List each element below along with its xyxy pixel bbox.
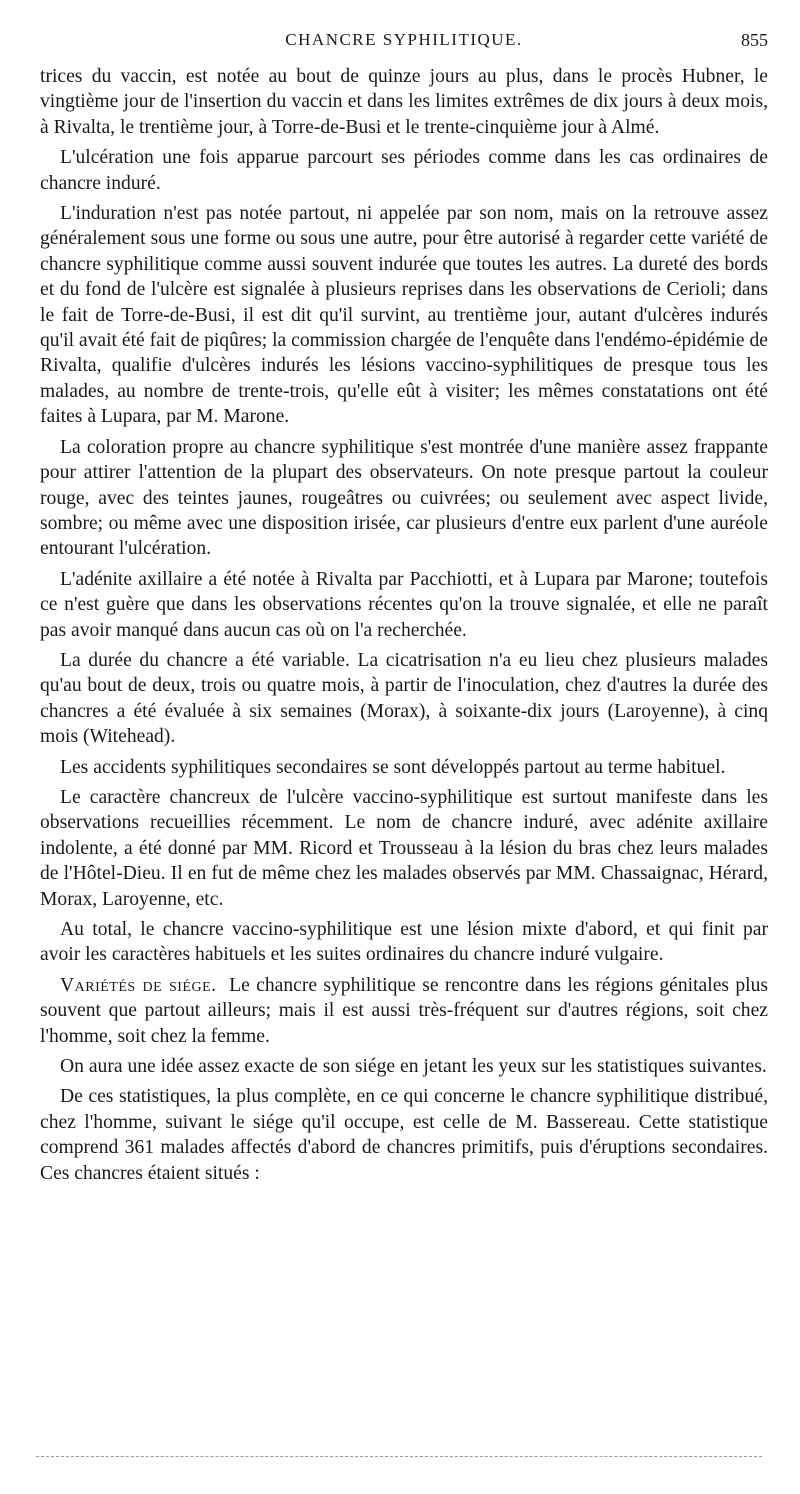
section-text: Le chancre syphilitique se rencontre dans les régions génitales plus souvent que partout ailleurs; mais il est aussi très-fréquent sur d'autres régions, soit chez l'homme, soit chez la femme. xyxy=(40,974,768,1047)
page-number: 855 xyxy=(741,30,768,50)
paragraph: La coloration propre au chancre syphilitique s'est montrée d'une manière assez frappante pour attirer l'attention de la plupart des observateurs. On note presque partout la couleur rouge, avec des teintes jaunes, rougeâtres ou cuivrées; ou seulement avec aspect livide, sombre; ou même avec une disposition irisée, car plusieurs d'entre eux parlent d'une auréole entourant l'ulcération. xyxy=(40,436,768,560)
section-paragraph xyxy=(40,973,768,1049)
paragraph: L'adénite axillaire a été notée à Rivalta par Pacchiotti, et à Lupara par Marone; toutefois ce n'est guère que dans les observations récentes qu'on la trouve signalée, et elle ne paraît pas avoir manqué dans aucun cas où on l'a recherchée. xyxy=(40,568,768,641)
footer-dotted-rule xyxy=(36,1456,762,1457)
paragraph: Au total, le chancre vaccino-syphilitique est une lésion mixte d'abord, et qui finit par avoir les caractères habituels et les suites ordinaires du chancre induré vulgaire. xyxy=(40,919,768,966)
paragraph: Les accidents syphilitiques secondaires se sont développés partout au terme habituel. xyxy=(60,756,726,778)
paragraph: L'induration n'est pas notée partout, ni appelée par son nom, mais on la retrouve assez généralement sous une forme ou sous une autre, pour être autorisé à regarder cette variété de chancre syphilitique comme aussi souvent indurée que toutes les autres. La dureté des bords et du fond de l'ulcère est signalée à plusieurs reprises dans les observations de Cerioli; dans le fait de Torre-de-Busi, il est dit qu'il survint, au trentième jour, autant d'ulcères indurés qu'il avait été fait de piqûres; la commission chargée de l'enquête dans l'endémo-épidémie de Rivalta, qualifie d'ulcères indurés les lésions vaccino-syphilitiques de presque tous les malades, au nombre de trente-trois, qu'elle eût à visiter; les mêmes constatations ont été faites à Lupara, par M. Marone. xyxy=(40,203,768,428)
page-header xyxy=(40,28,768,56)
paragraph: De ces statistiques, la plus complète, en ce qui concerne le chancre syphilitique distribué, chez l'homme, suivant le siége qu'il occupe, est celle de M. Bassereau. Cette statistique comprend 361 malades affectés d'abord de chancres primitifs, puis d'éruptions secondaires. Ces chancres étaient situés : xyxy=(40,1086,768,1184)
paragraph: trices du vaccin, est notée au bout de quinze jours au plus, dans le procès Hubner, le vingtième jour de l'insertion du vaccin et dans les limites extrêmes de dix jours à deux mois, à Rivalta, le trentième jour, à Torre-de-Busi et le trente-cinquième jour à Almé. xyxy=(40,66,768,138)
paragraph: On aura une idée assez exacte de son siége en jetant les yeux sur les statistiques suivantes. xyxy=(60,1056,767,1078)
paragraph: La durée du chancre a été variable. La cicatrisation n'a eu lieu chez plusieurs malades qu'au bout de deux, trois ou quatre mois, à partir de l'inoculation, chez d'autres la durée des chancres a été évaluée à six semaines (Morax), à soixante-dix jours (Laroyenne), à cinq mois (Witehead). xyxy=(40,649,768,748)
running-title: CHANCRE SYPHILITIQUE. xyxy=(285,30,523,49)
paragraph: L'ulcération une fois apparue parcourt ses périodes comme dans les cas ordinaires de chancre induré. xyxy=(40,147,768,194)
body-text xyxy=(40,64,768,1191)
section-heading: Variétés de siége. xyxy=(60,974,217,996)
paragraph: Le caractère chancreux de l'ulcère vaccino-syphilitique est surtout manifeste dans les observations recueillies récemment. Le nom de chancre induré, avec adénite axillaire indolente, a été donné par MM. Ricord et Trousseau à la lésion du bras chez leurs malades de l'Hôtel-Dieu. Il en fut de même chez les malades observés par MM. Chassaignac, Hérard, Morax, Laroyenne, etc. xyxy=(40,786,768,910)
